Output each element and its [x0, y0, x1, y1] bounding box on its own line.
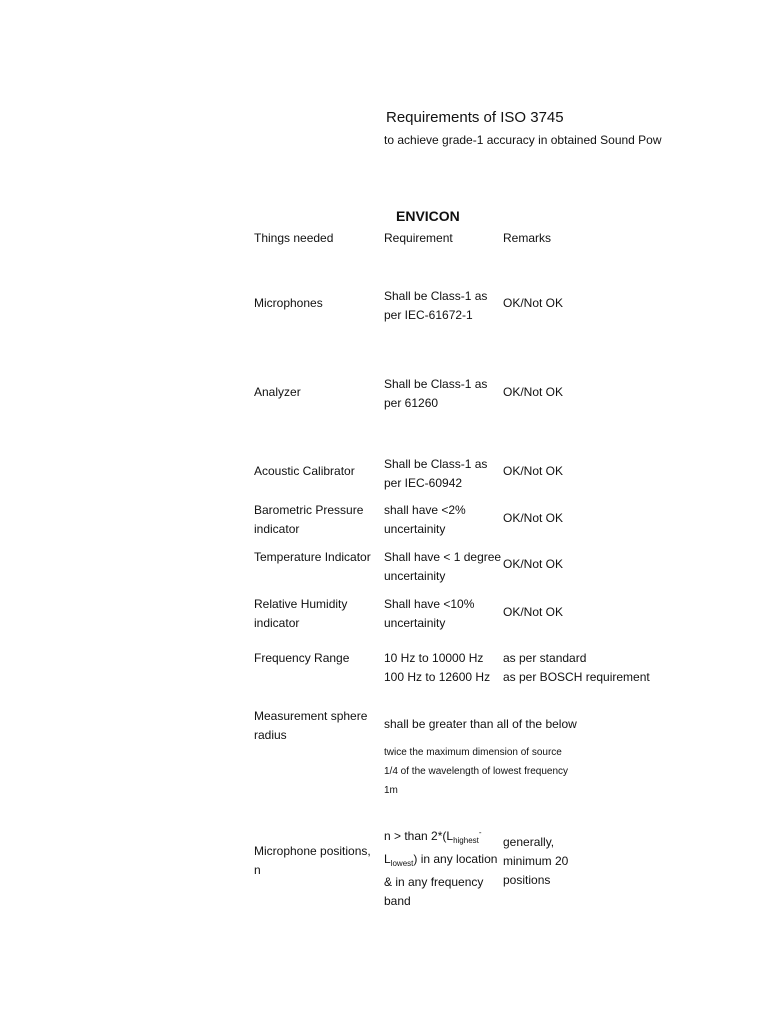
row-requirement-relative-humidity: Shall have <10% uncertainity	[384, 597, 475, 630]
document-subtitle: to achieve grade-1 accuracy in obtained Sound Pow	[384, 133, 662, 147]
frequency-remark-standard: as per standard	[503, 651, 587, 665]
sphere-note-wavelength: 1/4 of the wavelength of lowest frequency	[384, 766, 569, 777]
subscript-lowest: lowest	[390, 859, 414, 868]
row-requirement-analyzer: Shall be Class-1 as per 61260	[384, 377, 488, 410]
frequency-requirement-bosch: 100 Hz to 12600 Hz	[384, 670, 491, 684]
row-remark-temperature: OK/Not OK	[503, 557, 564, 571]
row-item-temperature: Temperature Indicator	[254, 550, 371, 564]
mic-req-dash: -	[478, 828, 482, 837]
row-requirement-temperature: Shall have < 1 degree uncertainity	[384, 550, 502, 583]
sphere-requirement: shall be greater than all of the below	[384, 717, 577, 731]
row-requirement-microphones: Shall be Class-1 as per IEC-61672-1	[384, 289, 488, 322]
sphere-note-one-meter: 1m	[384, 785, 398, 796]
row-item-relative-humidity: Relative Humidity indicator	[254, 597, 348, 630]
row-item-measurement-sphere-radius: Measurement sphere radius	[254, 709, 368, 742]
mic-req-part-c: ) in any location & in any frequency band	[384, 852, 498, 908]
mic-positions-requirement	[384, 823, 502, 911]
column-header-requirement: Requirement	[384, 231, 453, 245]
row-requirement-acoustic-calibrator: Shall be Class-1 as per IEC-60942	[384, 457, 488, 490]
row-item-analyzer: Analyzer	[254, 385, 301, 399]
mic-req-part-a: n > than 2*(L	[384, 829, 454, 843]
row-item-acoustic-calibrator: Acoustic Calibrator	[254, 464, 355, 478]
frequency-remark-bosch: as per BOSCH requirement	[503, 670, 650, 684]
row-item-microphones: Microphones	[254, 296, 323, 310]
row-item-microphone-positions: Microphone positions, n	[254, 844, 371, 877]
frequency-requirement-standard: 10 Hz to 10000 Hz	[384, 651, 484, 665]
subscript-highest: highest	[453, 836, 479, 845]
column-header-remarks: Remarks	[503, 231, 552, 245]
document-title: Requirements of ISO 3745	[386, 109, 564, 126]
row-remark-relative-humidity: OK/Not OK	[503, 605, 564, 619]
column-header-things-needed: Things needed	[254, 231, 334, 245]
row-remark-analyzer: OK/Not OK	[503, 385, 564, 399]
sphere-note-source-dimension: twice the maximum dimension of source	[384, 747, 562, 758]
row-remark-acoustic-calibrator: OK/Not OK	[503, 464, 564, 478]
row-item-barometric-pressure: Barometric Pressure indicator	[254, 503, 364, 536]
mic-positions-remark: generally, minimum 20 positions	[503, 835, 569, 887]
row-requirement-barometric-pressure: shall have <2% uncertainity	[384, 503, 466, 536]
organization-name: ENVICON	[396, 208, 460, 224]
row-item-frequency-range: Frequency Range	[254, 651, 350, 665]
mic-req-part-b: L	[384, 852, 391, 866]
row-remark-microphones: OK/Not OK	[503, 296, 564, 310]
row-remark-barometric-pressure: OK/Not OK	[503, 511, 564, 525]
